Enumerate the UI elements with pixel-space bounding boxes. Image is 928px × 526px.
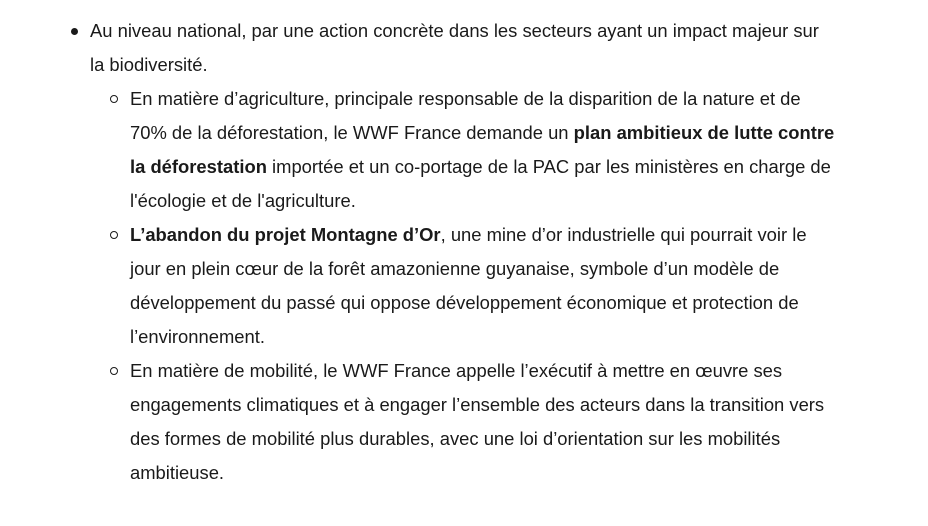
sub-item-text: En matière de mobilité, le WWF France appelle l’exécutif à mettre en œuvre ses engagements climatiques et à engager l’ensemble des acteurs dans la transition vers des formes de mobilité plus durables, avec une loi d’orientation sur les mobilités ambitieuse. [130,360,825,483]
bullet-list [0,14,835,490]
sub-list-item-montagne-dor [130,218,835,354]
sub-item-text: En matière d’agriculture, principale responsable de la disparition de la nature et de 70% de la déforestation, le WWF France demande un [130,88,801,143]
sub-list-item-agriculture [130,82,835,218]
sub-item-text: importée et un co-portage de la PAC par les ministères en charge de l'écologie et de l'agriculture. [130,156,831,211]
sub-item-bold-text: plan ambitieux de lutte contre la déforestation [130,122,835,177]
sub-item-text: , une mine d’or industrielle qui pourrait voir le jour en plein cœur de la forêt amazonienne guyanaise, symbole d’un modèle de développement du passé qui oppose développement économique et protection de l’environnement. [130,224,807,347]
sub-list-item-mobilite [130,354,835,490]
article-content [0,14,928,490]
list-item-text: Au niveau national, par une action concrète dans les secteurs ayant un impact majeur sur la biodiversité. [90,20,819,75]
list-item-national [90,14,835,490]
sub-bullet-list [90,82,835,490]
sub-item-bold-text: L’abandon du projet Montagne d’Or [130,224,441,245]
